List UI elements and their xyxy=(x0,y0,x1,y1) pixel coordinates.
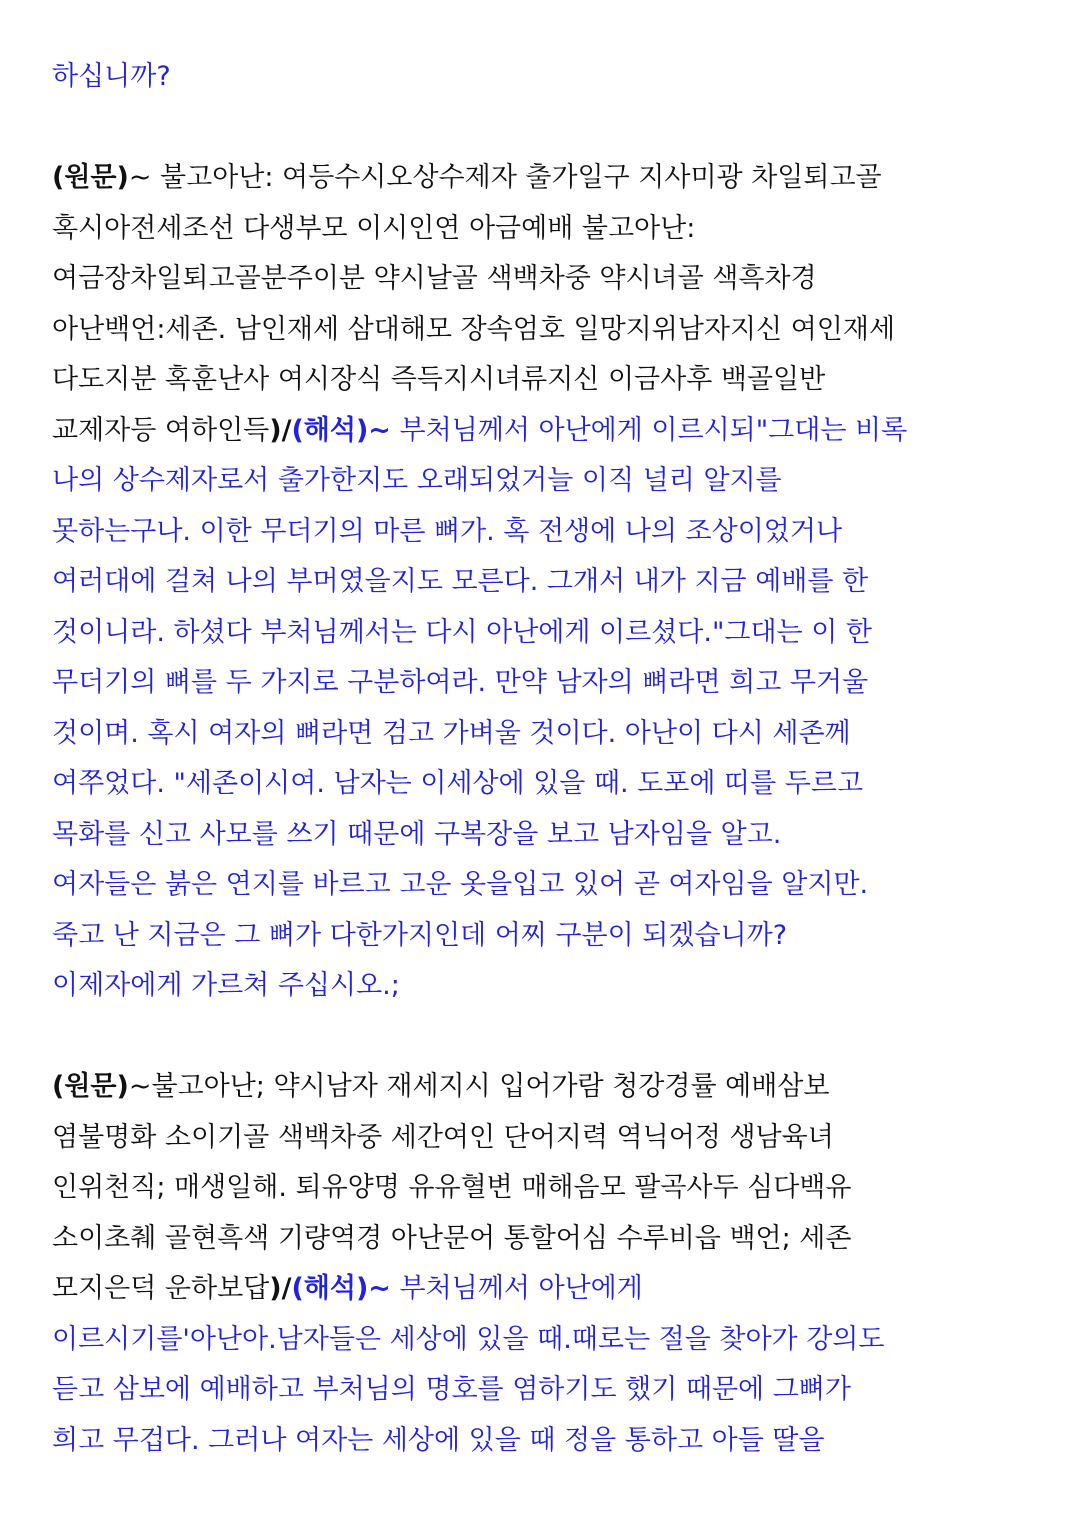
original-text-line: 인위천직; 매생일해. 퇴유양명 유유혈변 매해음모 팔곡사두 심다백유 xyxy=(52,1172,852,1203)
paragraph-gap xyxy=(52,103,1032,154)
translation-line: 이제자에게 가르쳐 주십시오.; xyxy=(52,970,400,1001)
original-label: (원문) xyxy=(52,162,129,193)
translation-line: 나의 상수제자로서 출가한지도 오래되었거늘 이직 널리 알지를 xyxy=(52,465,782,496)
separator: )/ xyxy=(269,1273,292,1304)
original-text-line: 혹시아전세조선 다생부모 이시인연 아금예배 불고아난: xyxy=(52,212,696,244)
original-text-line: 다도지분 혹훈난사 여시장식 즉득지시녀류지신 이금사후 백골일반 xyxy=(52,364,826,395)
translation-label: (해석)~ xyxy=(291,414,391,446)
translation-line: 죽고 난 지금은 그 뼈가 다한가지인데 어찌 구분이 되겠습니까? xyxy=(52,919,788,951)
translation-line: 듣고 삼보에 예배하고 부처님의 명호를 염하기도 했기 때문에 그뼈가 xyxy=(52,1374,851,1405)
translation-line: 것이며. 혹시 여자의 뼈라면 검고 가벼울 것이다. 아난이 다시 세존께 xyxy=(52,717,851,749)
translation-text: 부처님께서 아난에게 xyxy=(390,1273,643,1304)
document-page xyxy=(52,52,1032,1466)
translation-line: 여쭈었다. "세존이시여. 남자는 이세상에 있을 때. 도포에 띠를 두르고 xyxy=(52,768,864,799)
original-text: 모지은덕 운하보답 xyxy=(52,1273,270,1304)
original-text: 교제자등 여하인득 xyxy=(52,414,270,446)
translation-line: 여러대에 걸쳐 나의 부머였을지도 모른다. 그개서 내가 지금 예배를 한 xyxy=(52,566,869,597)
original-label: (원문) xyxy=(52,1071,129,1102)
original-text-line xyxy=(52,1062,1032,1113)
paragraph-gap xyxy=(52,1012,1032,1063)
translation-line: 여자들은 붉은 연지를 바르고 고운 옷을입고 있어 곧 여자임을 알지만. xyxy=(52,869,869,900)
translation-label: (해석)~ xyxy=(291,1273,391,1304)
original-text-line: 소이초췌 골현흑색 기량역경 아난문어 통할어심 수루비읍 백언; 세존 xyxy=(52,1222,852,1254)
original-text: ~불고아난; 약시남자 재세지시 입어가람 청강경률 예배삼보 xyxy=(128,1071,830,1102)
mixed-text-line xyxy=(52,1264,1032,1315)
original-text-line xyxy=(52,153,1032,204)
continuation-line: 하십니까? xyxy=(52,61,171,92)
translation-line: 목화를 신고 사모를 쓰기 때문에 구복장을 보고 남자임을 알고. xyxy=(52,818,782,850)
translation-line: 것이니라. 하셨다 부처님께서는 다시 아난에게 이르셨다."그대는 이 한 xyxy=(52,616,872,648)
original-text-line: 여금장차일퇴고골분주이분 약시날골 색백차중 약시녀골 색흑차경 xyxy=(52,263,817,294)
translation-line: 못하는구나. 이한 무더기의 마른 뼈가. 혹 전생에 나의 조상이었거나 xyxy=(52,515,843,547)
separator: )/ xyxy=(269,414,292,446)
translation-line: 희고 무겁다. 그러나 여자는 세상에 있을 때 정을 통하고 아들 딸을 xyxy=(52,1424,825,1456)
original-text-line: 아난백언:세존. 남인재세 삼대해모 장속엄호 일망지위남자지신 여인재세 xyxy=(52,313,896,345)
original-text: ~ 불고아난: 여등수시오상수제자 출가일구 지사미광 차일퇴고골 xyxy=(128,162,882,193)
mixed-text-line xyxy=(52,406,1032,457)
translation-line: 이르시기를'아난아.남자들은 세상에 있을 때.때로는 절을 찾아가 강의도 xyxy=(52,1323,885,1355)
translation-text: 부처님께서 아난에게 이르시되"그대는 비록 xyxy=(390,414,908,446)
original-text-line: 염불명화 소이기골 색백차중 세간여인 단어지력 역닉어정 생남육녀 xyxy=(52,1121,834,1153)
translation-line: 무더기의 뼈를 두 가지로 구분하여라. 만약 남자의 뼈라면 희고 무거울 xyxy=(52,667,869,698)
